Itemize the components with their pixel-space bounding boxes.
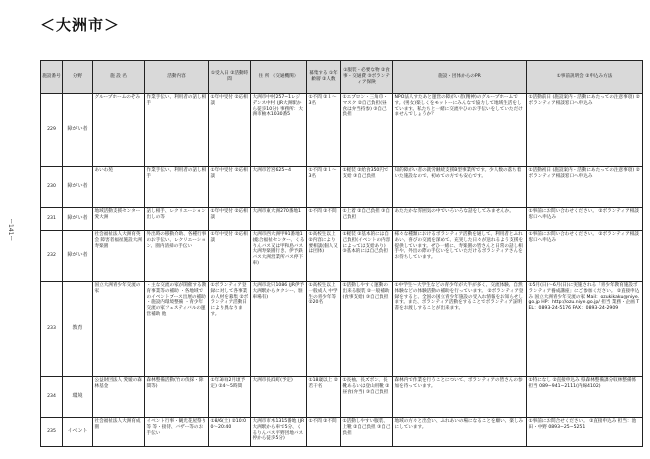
row-contact: ①5月(日)〜6月(日)に実施される「青少年教育施設ボランティア養成講座」にご参加ください。 ②直接申込み 国立大洲青少年交流の家 Mail：ozukikaku@niye.go.jp HP：http://ozu.niye.go.jp/ 担当 業務・企画 TEL：0893-24-5176 FAX：0893-24-2909 [527,282,643,377]
row-recruit: ①不問 ②１〜3名 [307,167,341,208]
facility-table [40,60,643,447]
row-acceptance: ①年中受付 ②応相談 [209,231,251,282]
table-row [41,282,643,377]
header-conditions: ①服装・必要な物 ②食事・交通費 ③ボランティア保険 [341,61,393,94]
row-pr: ①中学生〜大学生などの青少年が大半が多く、交流体験、自然体験などの体験活動の補助を行っています。 ②ボランティア登録をすると、全国の国立青少年施設の受入れ情報をお知らせします。また、ボランティア活動をすることでボランティア証明書をお渡しすることが出来ます。 [393,282,527,377]
row-name: 地域活動支援センター愛大洲 [93,208,145,231]
row-no: 229 [41,94,63,167]
row-acceptance: ①ボランティア登録に対して各事業の人材を募集 ②ボランティア活動日により異なります。 [209,282,251,377]
row-no: 235 [41,418,63,447]
header-activity: 活動内容 [145,61,209,94]
row-activity: 外出時の移動介助、各種行事のお手伝い、レクリエーション、園内清掃の手伝い [145,231,209,282]
page-title: ＜大洲市＞ [40,16,121,34]
row-pr: NPO法人すたあと運営の障がい者(精神)のグループホームです。(男女)楽しくをモットーにみんなで協力して地域生活をしています。私たちと一緒に交流やひのお手伝いをしていただけませんでしょうか？ [393,94,527,167]
row-field: イベント [63,418,93,447]
row-field: 障がい者 [63,231,93,282]
row-address: 大洲市北只1086 (JR伊予大洲駅からタクシー、駐車場有) [251,282,307,377]
row-field: 教育 [63,282,93,377]
row-activity: 作業手伝い、利用者の話し相手 [145,94,209,167]
row-address: 大洲市中村257−1レジデンス中村 (JR大洲駅から徒歩10分) 事務所：大洲市柚木1030番5 [251,94,307,167]
row-address: 大洲市東大洲270番地1 [251,208,307,231]
row-contact: ①特になし ②直接申込み 県森林整備課分収林整備係担当 089−941−2111(内線4102) [527,377,643,418]
row-contact: ①事前にお問い合わせください。 ②ボランティア相談窓口へ申込み [527,231,643,282]
row-address: 大洲市長浜町(予定) [251,377,307,418]
row-acceptance: ①年3回(2月頃予定) ②4〜5時間 [209,377,251,418]
row-address: 大洲市西大洲甲91番地1 (総合福祉センター、くるりんバス又は甲和島バス大洲寿楽園行き、伊予鉄バス大洲営業所バス停下車) [251,231,307,282]
row-name: あいわ苑 [93,167,145,208]
table-row [41,167,643,208]
row-conditions: ①軽装 ②基本的には自己負担(イベントの内容によっては支給あり) ③基本的には自己負担 [341,231,393,282]
row-conditions: ①活動しやすく運動の出来る服装 ②一般補助(食事支給) ③自己負担 [341,282,393,377]
row-contact: ①活動前日 (施設案内・活動にあたっての注意事項) ②ボランティア相談窓口へ申込み [527,94,643,167]
row-field: 障がい者 [63,208,93,231]
row-activity: イベント行事・観光花屋祭り等 等・接待、バザー等のお手伝い [145,418,209,447]
row-no: 231 [41,208,63,231]
row-no: 233 [41,282,63,377]
row-pr: 知的障がい者の就労継続支援B型事業所です。少人数の落ち着いた施設なので、初めての方でも安心です。 [393,167,527,208]
row-no: 230 [41,167,63,208]
row-activity: 森林整備活動(竹の伐採・除間等) [145,377,209,418]
row-conditions: ①上着 ②自己負担 ③自己負担 [341,208,393,231]
row-field: 環境 [63,377,93,418]
header-acceptance: ①受入日 ②活動時間 [209,61,251,94]
row-conditions: ①軽装 ②給食350円で支給 ③自己負担 [341,167,393,208]
table-row [41,418,643,447]
row-acceptance: ①8/6(土) ②10:00〜20:40 [209,418,251,447]
row-conditions: ①長袖、長ズボン、長靴あるいは登山用靴 ②昼食(弁当) ③自己負担 [341,377,393,418]
row-pr: 地域の方々と出会い、ふれあいの場になることを願い、楽しみにしています。 [393,418,527,447]
row-field: 障がい者 [63,167,93,208]
row-contact: ①事前にお問合せください。 ②直接申込み 担当：池田・中野 0893−25−5251 [527,418,643,447]
row-activity: 話し相手、レクリエーション出しの等 [145,208,209,231]
row-name: 公益財団法人 愛媛の森林基金 [93,377,145,418]
header-name: 施 設 名 [93,61,145,94]
row-contact: ①事前にお問い合わせください。 ②ボランティア相談窓口へ申込み [527,208,643,231]
row-name: 社会福祉法人大洲育英会 障害者福祉施設大洲寿楽園 [93,231,145,282]
row-activity: 作業手伝い、利用者の話し相手 [145,167,209,208]
header-pr: 施設・団体からのPR [393,61,527,94]
row-conditions: ①活動しやすい服装、上靴 ②自己負担 ③自己負担 [341,418,393,447]
row-name: 社会福祉法人大洲育成園 [93,418,145,447]
table-row [41,94,643,167]
page-number-mark: ー141ー [7,218,14,242]
row-recruit: ①高校生以上 一般成人 中学生の青少年等 ②20名 [307,282,341,377]
row-recruit: ①18歳以上 ②若干名 [307,377,341,418]
row-no: 232 [41,231,63,282]
table-row [41,377,643,418]
header-contact: ①事前説明会 ②申込み方法 [527,61,643,94]
table-row [41,231,643,282]
row-recruit: ①不問 ②１〜3名 [307,94,341,167]
row-recruit: ①高校生以上 ②内容により要相談(個人又は団体) [307,231,341,282]
row-pr: 様々な種類におけるボランティア活動を通して、利用者とふれあい、喜びの交流を深めて、充実した日々が送れるよう支援を提供しています。ぜひ一緒に、寿楽園の皆さんと日常の話し相手や、外出の際の手伝いをしていただけるボランティアさんをお待ちしています。 [393,231,527,282]
row-address: 大洲市若宮625−4 [251,167,307,208]
row-acceptance: ①年中受付 ②応相談 [209,94,251,167]
row-pr: あたたかな雰囲気の中でいろいろな話をしてみませんか。 [393,208,527,231]
row-field: 障がい者 [63,94,93,167]
row-acceptance: ①年中受付 ②応相談 [209,167,251,208]
row-contact: ①活動初日 (施設案内・活動にあたっての注意事項) ②ボランティア相談窓口へ申込み [527,167,643,208]
table-row [41,208,643,231]
row-recruit: ①不問 ②不問 [307,418,341,447]
header-address: 住 所 （交通機関） [251,61,307,94]
row-conditions: ①エプロン・三角巾・マスク ②自己負担(昼食は弁当持参) ③自己負担 [341,94,393,167]
header-field: 分野 [63,61,93,94]
row-pr: 森林内で作業を行うことについて、ボランティアの皆さんの参加を待っています。 [393,377,527,418]
row-name: グループホームのぞみ [93,94,145,167]
table-header-row [41,61,643,94]
row-activity: ・主な交流の家が開催する教育事業等の補助 ・各地域でのイベントブース出展の補助 ・施設内環境整備 ・青少年交流の家フェスティバルの運営補助 他 [145,282,209,377]
row-name: 国立大洲青少年交流の家 [93,282,145,377]
row-recruit: ①不問 ②不問 [307,208,341,231]
row-no: 234 [41,377,63,418]
row-address: 大洲市市木1315番地 (JR大洲駅から車で5分、くるりんバス平野団地バス停から徒歩5分) [251,418,307,447]
header-no: 施設番号 [41,61,63,94]
row-acceptance: ①年中受付 ②応相談 [209,208,251,231]
header-recruit: 募集する ①年齢層 ②人数 [307,61,341,94]
